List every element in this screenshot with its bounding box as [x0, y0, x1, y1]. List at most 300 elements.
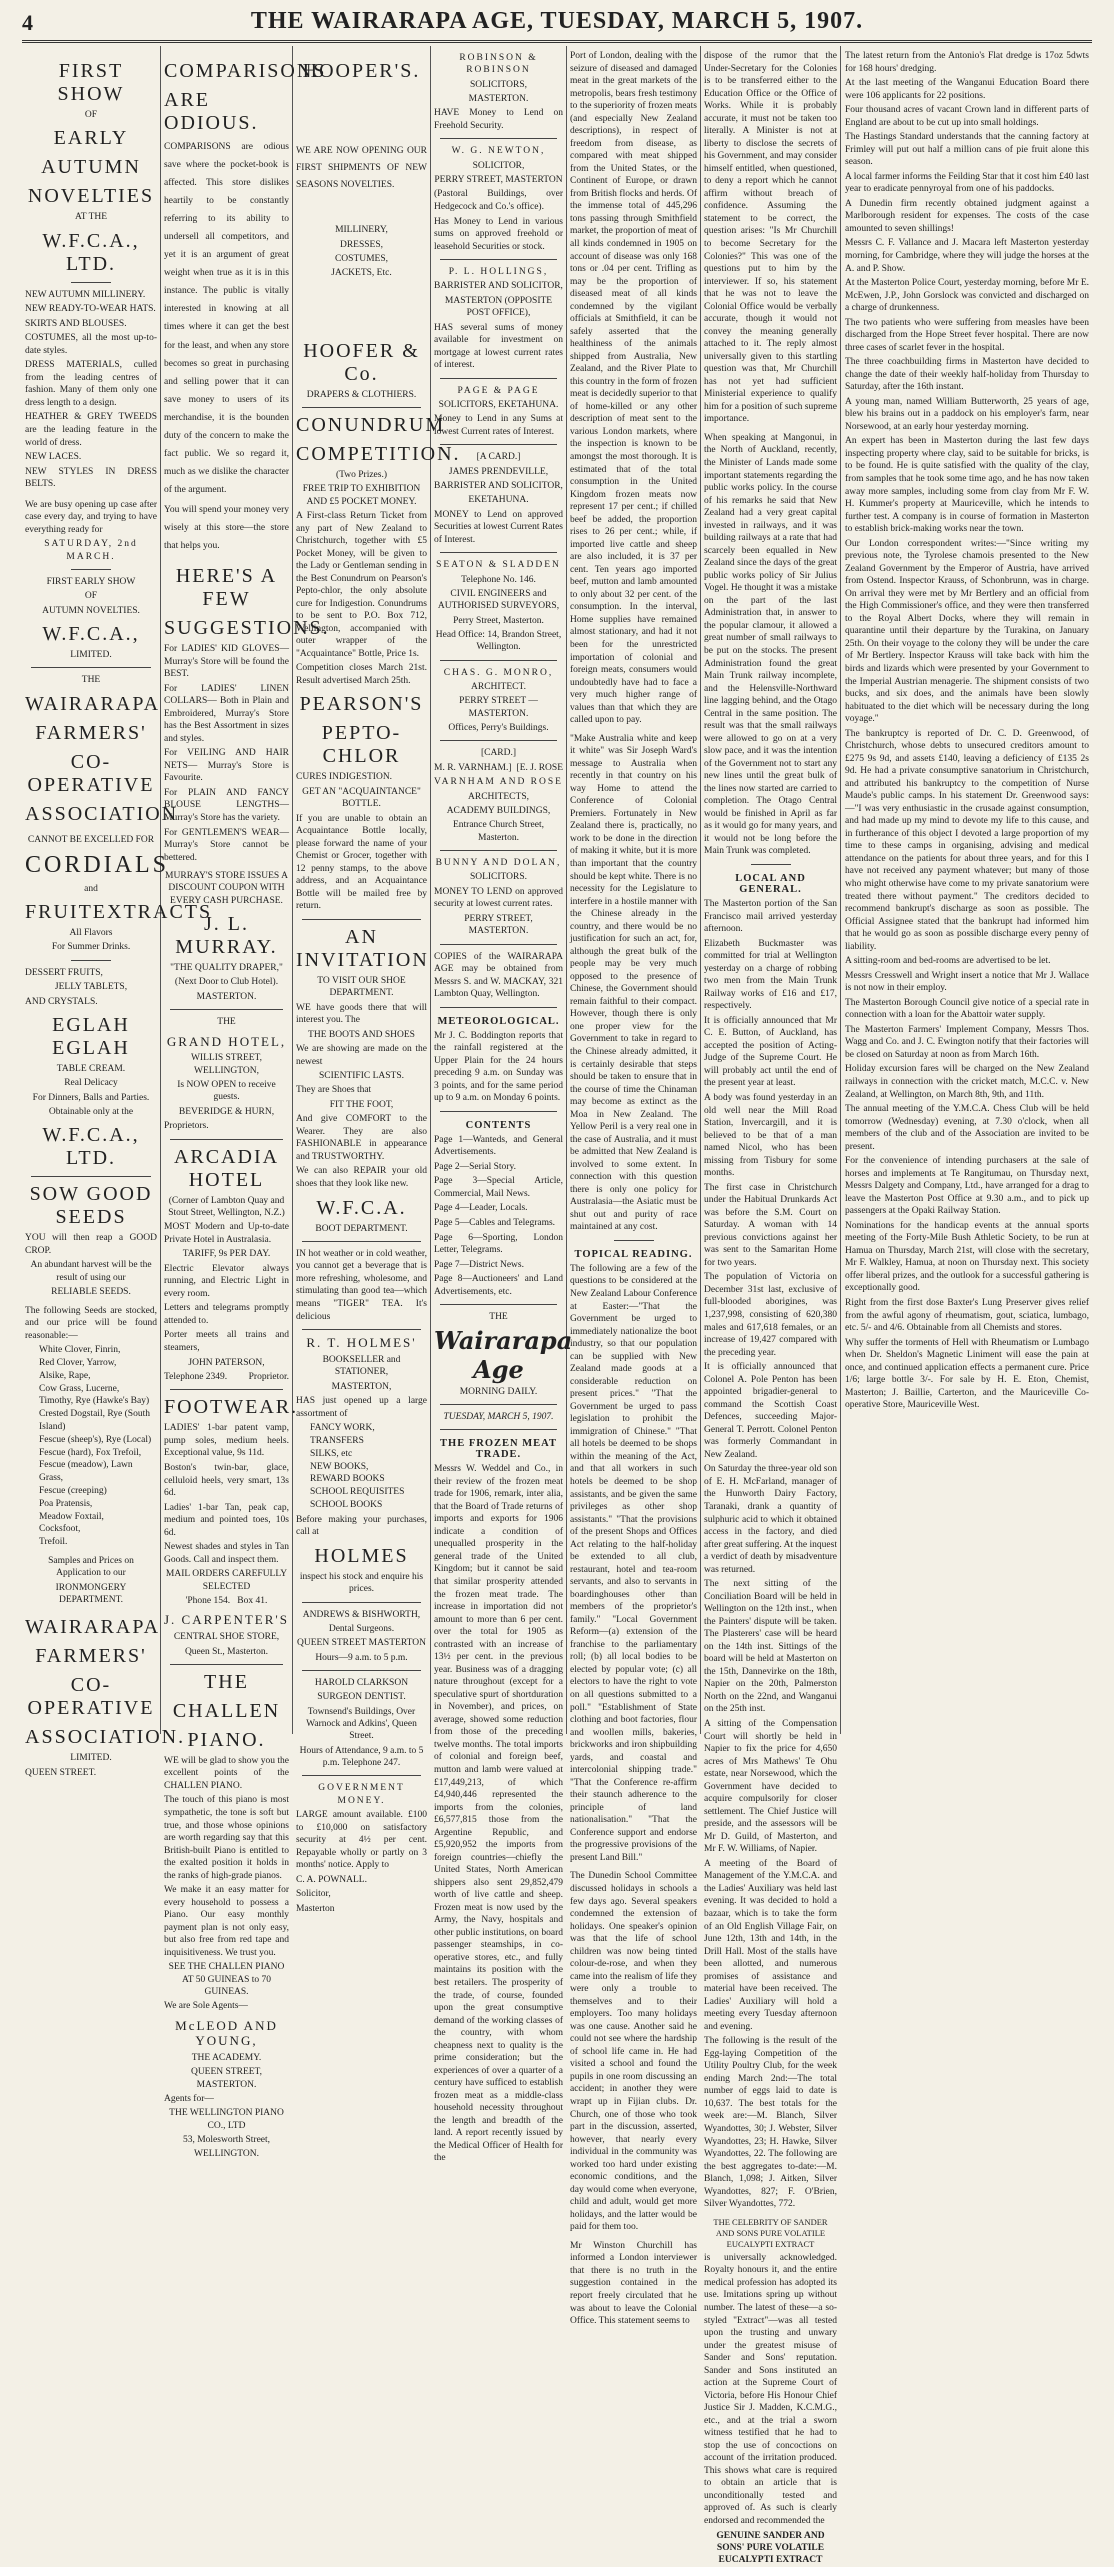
ad-text: LARGE amount available. £100 to £10,000 on satisfactory security at 4½ per cent. Repayable wholly or partly on 3 months' notice. Apply to: [296, 1809, 427, 1871]
ad-text: HAVE Money to Lend on Freehold Security.: [434, 108, 563, 131]
ad-text: THE ACADEMY.: [191, 2052, 262, 2063]
contents-item: Page 4—Leader, Locals.: [434, 1203, 528, 1214]
ad-text: SOLICITORS, EKETAHUNA.: [438, 399, 559, 410]
shoe-invitation-ad: [296, 926, 427, 1235]
ad-text: DRESSES,: [339, 239, 384, 250]
ad-text: Ladies' 1-bar Tan, peak cap, medium and pointed toes, 10s 6d.: [164, 1502, 289, 1538]
arcadia-hotel-ad: [164, 1146, 289, 1384]
divider: [302, 407, 421, 408]
hoopers-ad: [296, 60, 427, 401]
ad-text: We can also REPAIR your old shoes that they look like new.: [296, 1166, 427, 1189]
ad-text: THE WELLINGTON PIANO CO., LTD: [169, 2108, 284, 2131]
ad-text: [434, 762, 563, 775]
robinson-ad: [434, 52, 563, 132]
ad-text: WE ARE NOW OPENING OUR FIRST SHIPMENTS OF NEW SEASONS NOVELTIES.: [296, 146, 427, 191]
ad-text: MONEY to Lend on approved Securities at lowest Current Rates of Interest.: [434, 509, 563, 545]
ad-text: [CARD.]: [480, 748, 517, 759]
column-6: [701, 46, 840, 2566]
ad-text: Hours of Attendance, 9 a.m. to 5 p.m. Telephone 247.: [299, 1745, 424, 1768]
ad-text: Perry Street, Masterton.: [453, 615, 544, 626]
ad-text: Dental Surgeons.: [328, 1623, 395, 1634]
ad-text: BOOT DEPARTMENT.: [315, 1223, 408, 1234]
murray-comparisons-ad: [164, 60, 330, 1003]
newton-ad: [434, 145, 563, 253]
ad-heading: R. T. HOLMES': [306, 1335, 417, 1351]
stock-item: FANCY WORK,: [310, 1423, 375, 1434]
ad-heading: THE: [204, 1670, 249, 1693]
ad-text: Has Money to Lend in various sums on approved freehold or leasehold Securities or stock.: [434, 216, 563, 252]
divider: [170, 1389, 283, 1390]
divider: [440, 259, 557, 260]
news-paragraph: Right from the first dose Baxter's Lung Preserver gives relief from the awful agony of rheumatism, gout, sciatica, lumbago, etc. 5/- and 4/6. Obtainable from all Chemists and stores.: [845, 1298, 1089, 1334]
ad-text: JELLY TABLETS,: [54, 982, 128, 993]
ad-text: JOHN PATERSON,: [188, 1357, 265, 1368]
ad-text: FIRST EARLY SHOW: [46, 576, 136, 587]
ad-text: DRAPERS & CLOTHIERS.: [306, 389, 417, 400]
ad-text: WE have goods there that will interest you. The: [296, 1002, 427, 1026]
hollings-ad: [434, 266, 563, 372]
suggestion-item: For GENTLEMEN'S WEAR— Murray's Store cannot be bettered.: [164, 827, 289, 863]
article-paragraph: dispose of the rumor that the Under-Secretary for the Colonies is to be transferred either to the Education Office or the Office of Works. While it is probably accurate, it must not be taken too literally. A Minister is not at liberty to disclose the secrets of his Government, and may consider himself entitled, when questioned, to deny a report which he cannot affirm without breach of confidence. Assuming the statement to be correct, the question arises: "Is Mr Churchill to become Secretary for the Colonies?" This was one of the questions put to him by the interviewer. If so, his statement that he was not to leave the Colonial Office would be verbally accurate, though it would not convey the meaning generally attached to it. The reply almost universally given to this startling question was that, Mr Churchill has not yet had sufficient Ministerial experience to qualify him for a position of such supreme importance.: [704, 51, 837, 425]
ad-text: MOST Modern and Up-to-date Private Hotel in Australasia.: [164, 1222, 289, 1245]
ad-heading: J. CARPENTER'S: [164, 1612, 289, 1628]
contents-item: Page 8—Auctioneers' and Land Advertisements, etc.: [434, 1274, 563, 1297]
news-paragraph: A Dunedin firm recently obtained judgment against a Marlborough resident for expenses. The costs of the case amounted to seven shillings!: [845, 198, 1089, 234]
ad-heading: ARCADIA HOTEL: [173, 1145, 280, 1191]
ad-text: WELLINGTON.: [194, 2149, 259, 2160]
divider: [170, 1139, 283, 1140]
divider: [302, 1329, 421, 1330]
ad-heading: SOW GOOD SEEDS: [29, 1183, 153, 1229]
ad-text: EKETAHUNA.: [468, 495, 529, 506]
ad-text: You will spend your money very wisely at this store—the store that helps you.: [164, 504, 289, 552]
ad-heading: WAIRARAPA: [25, 1616, 161, 1639]
novelty-item: NEW LACES.: [25, 452, 82, 463]
news-paragraph: The population of Victoria on December 31st last, exclusive of full-blooded aborigines, was 1,237,998, consisting of 620,380 males and 617,618 females, or an increase of 19,427 compared with the preceding year.: [704, 1272, 837, 1358]
ad-text: SOLICITOR,: [472, 160, 525, 171]
ad-text: [E. J. ROSE: [516, 762, 563, 773]
ad-text: Porter meets all trains and steamers,: [164, 1330, 289, 1353]
seed-item: Poa Pratensis,: [39, 1498, 93, 1509]
divider: [440, 444, 557, 445]
ad-heading: ARE ODIOUS.: [164, 89, 259, 134]
news-paragraph: The following is the result of the Egg-laying Competition of the Utility Poultry Club, for the week ending March 2nd:—The total number of eggs laid to date is 10,637. The best totals for the week are:—M. Blanch, Silver Wyandottes, 30; J. Webster, Silver Wyandottes, 23; H. Hawke, Silver Wyandottes, 22. The following are the best aggregates to-date:—M. Blanch, 1,098; J. Aitken, Silver Wyandottes, 827; F. O'Brien, Silver Wyandottes, 772.: [704, 2036, 837, 2210]
stock-item: SCHOOL REQUISITES: [310, 1487, 405, 1498]
ad-text: MAIL ORDERS CAREFULLY SELECTED: [165, 1569, 288, 1592]
news-paragraph: The Masterton Farmers' Implement Company, Messrs Thos. Wagg and Co. and J. C. Ewington notify that their factories will be closed on Saturday at noon as from March 16th.: [845, 1024, 1089, 1060]
seed-item: Cow Grass, Lucerne,: [39, 1383, 120, 1394]
news-paragraph: The latest return from the Antonio's Flat dredge is 17oz 5dwts for 168 hours' dredging.: [845, 51, 1089, 74]
news-paragraph: The Hastings Standard understands that the canning factory at Frimley will put out half a million cans of pie fruit alone this season.: [845, 132, 1089, 168]
ad-text: QUEEN STREET.: [25, 1767, 97, 1778]
ad-text: [164, 1371, 289, 1384]
divider: [751, 864, 791, 865]
ad-text: Letters and telegrams promptly attended to.: [164, 1303, 289, 1326]
meteorological-heading: METEOROLOGICAL.: [437, 1015, 560, 1027]
ad-heading: FARMERS': [35, 721, 147, 744]
divider: [440, 138, 557, 139]
local-general-heading: LOCAL AND GENERAL.: [735, 873, 806, 895]
novelty-item: SKIRTS AND BLOUSES.: [25, 318, 127, 329]
seed-item: Fescue (meadow), Lawn Grass,: [39, 1460, 133, 1484]
ad-text: We are busy opening up case after case every day, and trying to have everything ready for: [25, 499, 157, 535]
ad-text: ARCHITECT.: [471, 682, 526, 693]
clarkson-dentist-ad: [296, 1677, 427, 1769]
suggestion-list: [164, 643, 289, 864]
contents-heading: CONTENTS: [465, 1119, 532, 1131]
ad-text: COMPARISONS are odious save where the pocket-book is affected. This store dislikes heartily to be constantly referring to its ability to undersell all competitors, and yet it is an argument of great weight when true as it is in this instance. The public is vitally interested in knowing at all times where it can get the best for the least, and when any store becomes so great in purchasing and selling power that it can save money to users of its merchandise, it is the bounden duty of the concern to make the fact public. We so regard it, much as we dislike the character of the argument.: [164, 142, 289, 495]
news-paragraph: For the convenience of intending purchasers at the sale of horses and implements at Te Rangitumau, on Thursday next, Messrs Dalgety and Company, Ltd., have arranged for a drag to leave the Masterton Post Office at 9.30 a.m., and to pick up passengers at the Opaki Railway Station.: [845, 1156, 1089, 1217]
news-paragraph: A sitting of the Compensation Court will shortly be held in Napier to fix the price for 4,650 acres of Mrs Mathews' Te Ohu estate, near Norsewood, which the Government have decided to acquire compulsorily for closer settlement. The Chief Justice will preside, and the assessors will be Mr D. Guild, of Masterton, and Mr F. W. Williams, of Napier.: [704, 1719, 837, 1855]
ad-heading: CORDIALS: [25, 852, 170, 878]
ad-heading: McLEOD AND YOUNG,: [175, 2017, 278, 2048]
seed-item: Cocksfoot,: [39, 1524, 81, 1535]
news-paragraph: Why suffer the torments of Hell with Rheumatism or Lumbago when Dr. Sheldon's Magnetic Liniment will ease the pain at once, and continued application effects a permanent cure. Price 1/6; large bottle 3/-. For sale by H. E. Eton, Chemist, Masterton; J. Baillie, Carterton, and the Mauriceville Co-operative Store, Mauriceville West.: [845, 1337, 1089, 1411]
divider: [440, 1007, 557, 1008]
nameplate-title: Wairarapa Age: [434, 1325, 573, 1384]
stock-item: NEW BOOKS,: [310, 1461, 369, 1472]
divider: [440, 850, 557, 851]
contents-item: Page 3—Special Article, Commercial, Mail News.: [434, 1176, 563, 1199]
ad-heading: J. L. MURRAY.: [175, 913, 278, 959]
local-news-list: [704, 898, 837, 2211]
issue-date: TUESDAY, MARCH 5, 1907.: [443, 1411, 554, 1422]
divider: [302, 1241, 421, 1242]
seeds-ad: [25, 1183, 186, 1779]
news-paragraph: Nominations for the handicap events at the annual sports meeting of the Forty-Mile Bush Athletic Society, to be run at Hamua on Thursday, March 21st, will close with the secretary, Mr F. Walkley, Hamua, at noon on Thursday next. This society offer liberal prizes, and the outlook for a successful gathering is exceptionally good.: [845, 1220, 1089, 1294]
news-paragraph: Four thousand acres of vacant Crown land in different parts of England are about to be cut up into small holdings.: [845, 105, 1089, 128]
box-text: Box 41.: [237, 1595, 268, 1606]
news-paragraph: At the last meeting of the Wanganui Education Board there were 106 applicants for 22 positions.: [845, 78, 1089, 101]
divider: [302, 1670, 421, 1671]
local-news-list: [845, 50, 1089, 1412]
ad-text: LIMITED.: [70, 649, 112, 660]
ad-text: DESSERT FRUITS,: [25, 967, 103, 978]
ad-heading: NOVELTIES: [27, 185, 155, 208]
ad-text: and: [84, 883, 98, 894]
novelty-item: DRESS MATERIALS, culled from the leading centres of fashion. Many of them only one dress length to a design.: [25, 360, 157, 408]
ad-text: (Two Prizes.): [335, 470, 388, 480]
ad-text: ROBINSON & ROBINSON: [459, 53, 538, 76]
suggestion-item: For PLAIN AND FANCY BLOUSE LENGTHS—Murray's Store has the variety.: [164, 787, 289, 823]
monro-ad: [434, 667, 563, 735]
ad-text: OF: [84, 110, 98, 120]
ad-text: AND CRYSTALS.: [25, 996, 98, 1007]
ad-text: Entrance Church Street, Masterton.: [452, 820, 544, 843]
newspaper-title: THE WAIRARAPA AGE, TUESDAY, MARCH 5, 1907.: [250, 8, 864, 34]
ad-text: HAS just opened up a large assortment of: [296, 1396, 427, 1419]
ad-text: JACKETS, Etc.: [331, 268, 392, 279]
prendeville-ad: [434, 451, 563, 546]
sander-product: GENUINE SANDER AND SONS' PURE VOLATILE EUCALYPTI EXTRACT: [716, 2530, 825, 2566]
article-paragraph: The Dunedin School Committee discussed holidays in schools a few days ago. Several speakers condemned the extension of holidays. One speaker's opinion was that the life of school children was now being tinted colour-de-rose, and when they came into the realism of life they were only a trouble to themselves and to their employers. Too many holidays was one cause. Another said he could not see where the hardship of school life came in. He had visited a school and found the pupils in one room discussing an accident; in another they were wrapt up in Fijian clubs. Dr. Church, one of those who took part in the discussion, asserted, however, that nearly every individual in the community was worked too hard under existing economic conditions, and the day would come when everyone, child and adult, would get more holidays, and the latter would be paid for them too.: [570, 1871, 697, 2233]
divider: [440, 1304, 557, 1305]
ad-heading: CHALLEN: [172, 1699, 281, 1722]
column-5: [567, 46, 700, 2327]
ad-text: CIVIL ENGINEERS and AUTHORISED SURVEYORS,: [437, 589, 560, 612]
ad-text: Obtainable only at the: [48, 1107, 134, 1118]
newspaper-nameplate: [434, 1311, 573, 1423]
ad-text: CHAS. G. MONRO,: [443, 667, 554, 678]
ad-heading: COMPETITION.: [296, 443, 461, 465]
ad-text: BARRISTER AND SOLICITOR,: [434, 281, 563, 292]
bunny-dolan-ad: [434, 857, 563, 937]
stock-list: [310, 1422, 427, 1512]
ad-heading: HOOPER'S.: [302, 60, 421, 82]
article-paragraph: Port of London, dealing with the seizure of diseased and damaged meat in the great markets of the metropolis, bears fresh testimony to the superiority of frozen meats (and especially New Zealand descriptions), in respect of freedom from disease, as compared with meat shipped from the United States, or the Continent of Europe, or drawn from British flocks and herds. Of the immense total of 445,296 tons passing through Smithfield market, the proportion of meat of all kinds condemned in 1905 on account of disease was only 168 tons or .04 per cent. Trifling as may be the proportion of diseased meat of all kinds condemned by the vigilant officials at Smithfield, it can be safely asserted that the healthiness of the animals shipped from Australia, New Zealand, and the River Plate to this country in the form of frozen meat is decidedly superior to that of home-killed or any other description of meat sent to the various London markets, where the inspection is known to be amongst the most thorough. It is estimated that of the total consumption in the United Kingdom frozen meats now represent 17 per cent.; if chilled beef be added, the proportion rises to 26 per cent.; while, if imported live cattle and sheep are also included, it is 37 per cent. Ten years ago imported beef, mutton and lamb amounted to only about 32 per cent. of the consumption. In the interval, Home supplies have remained almost stationary, and had it not been for the unrestricted importation of colonial and foreign meats, consumers would undoubtedly have had to face a very much higher range of values than that which they are called upon to pay.: [570, 51, 697, 726]
ad-text: P. L. HOLLINGS,: [448, 267, 549, 278]
proprietor-text: Proprietor.: [248, 1371, 289, 1382]
article-paragraph: Mr Winston Churchill has informed a London interviewer that there is no truth in the suggestion contained in the report freely circulated that he was about to leave the Colonial Office. This statement seems to: [570, 2240, 697, 2327]
grand-hotel-ad: [164, 1016, 289, 1133]
article-paragraph: "Make Australia white and keep it white" was Sir Joseph Ward's message to Australia when recently in that country on his way Home to attend the Conference of Colonial Premiers. Fortunately in New Zealand there is, practically, no work to be done in the direction of making it white, but it is more than important that the country should be kept white. There is no necessity for the Legislature to interfere in a hostile manner with the Chinese already in the country, and there would be no justification for such an act, for, although the great bulk of the people may be very much opposed to the presence of Chinese, the Government should remain faithful to their compact. However, though there is only one proper view for the Government to take in regard to the Chinese already admitted, it is certainly desirable that steps should be taken to ensure that in the course of time the Chinaman may become as extinct as the Moa in New Zealand. The Yellow Peril is a very real one in the case of Australia, and it must be admitted that New Zealand is involved to some extent. In connection with this question there is only one policy for Australasia—the Asiatic must be shut out and purity of race maintained at any cost.: [570, 733, 697, 1233]
ad-text: [164, 1595, 289, 1607]
ad-text: Solicitor,: [296, 1889, 331, 1900]
phone-text: Telephone 2349.: [164, 1371, 228, 1382]
ad-text: THE: [217, 1017, 236, 1028]
seed-item: Fescue (sheep's), Rye (Local): [39, 1434, 152, 1445]
ad-text: MASTERTON,: [331, 1381, 392, 1392]
ad-heading: EARLY: [53, 127, 129, 150]
seed-list: [39, 1344, 157, 1549]
ad-heading: HOOFER & Co.: [303, 339, 420, 385]
ad-text: BUNNY AND DOLAN,: [435, 858, 562, 869]
news-paragraph: Messrs C. F. Vallance and J. Macara left Masterton yesterday morning, for Cambridge, where they will judge the horses at the A. and P. Show.: [845, 238, 1089, 274]
news-paragraph: The three coachbuilding firms in Masterton have decided to change the date of their weekly half-holiday from Thursday to Saturday, after the 16th instant.: [845, 357, 1089, 393]
ad-text: ANDREWS & BISHWORTH,: [302, 1609, 421, 1620]
ad-heading: PEPTO-CHLOR: [321, 722, 402, 768]
ad-text: QUEEN STREET, MASTERTON.: [190, 2067, 263, 2090]
ad-text: CANNOT BE EXCELLED FOR: [27, 834, 155, 845]
ad-heading: W.F.C.A.: [316, 1196, 407, 1219]
ad-text: "THE QUALITY DRAPER,": [170, 963, 283, 974]
ad-text: SOLICITORS.: [469, 872, 528, 883]
ad-text: THE: [81, 675, 101, 686]
ad-text: CURES INDIGESTION.: [296, 772, 393, 783]
ad-heading: W.F.C.A., LTD.: [42, 1124, 140, 1170]
divider: [170, 1009, 283, 1010]
ad-text: ARCHITECTS,: [468, 791, 529, 802]
news-paragraph: The two patients who were suffering from measles have been discharged from the Hope Street fever hospital. There are now three cases of scarlet fever in the hospital.: [845, 317, 1089, 353]
ad-heading: HOLMES: [314, 1544, 409, 1567]
ad-text: All Flavors: [69, 927, 113, 938]
news-paragraph: A local farmer informs the Feilding Star that it cost him £40 last year to eradicate pennyroyal from one of his paddocks.: [845, 171, 1089, 195]
news-paragraph: The Masterton portion of the San Francisco mail arrived yesterday afternoon.: [704, 899, 837, 935]
ad-text: Townsend's Buildings, Over Warnock and Adkins', Queen Street.: [306, 1706, 417, 1742]
column-7: [841, 46, 1093, 1734]
ad-text: Hours—9 a.m. to 5 p.m.: [315, 1652, 408, 1663]
ad-text: BEVERIDGE & HURN,: [178, 1106, 275, 1117]
ad-text: SOLICITORS,: [469, 79, 528, 90]
ad-text: FREE TRIP TO EXHIBITION AND £5 POCKET MONEY.: [302, 484, 421, 507]
ad-text: Masterton: [296, 1903, 335, 1914]
ad-text: If you are unable to obtain an Acquaintance Bottle locally, please forward the name of your Chemist or Grocer, together with 12 penny stamps, to the above address, and an Acquaintance Bottle will be mailed free by return.: [296, 813, 427, 912]
ad-text: IRONMONGERY DEPARTMENT.: [55, 1582, 127, 1606]
ad-heading: ASSOCIATION.: [25, 1726, 186, 1749]
ad-text: TO VISIT OUR SHOE DEPARTMENT.: [317, 975, 406, 999]
ad-text: RELIABLE SEEDS.: [51, 1287, 131, 1298]
news-paragraph: The first case in Christchurch under the Habitual Drunkards Act was before the S.M. Court on Saturday. A woman with 14 previous convictions against her was sent to the Samaritan Home for two years.: [704, 1182, 837, 1268]
ad-text: A First-class Return Ticket from any part of New Zealand to Christchurch, together with £5 Pocket Money, will be given to the Lady or Gentleman sending in the Best Conundrum on Pearson's Pepto-chlor, the only absolute cure for Indigestion. Conundrums to be sent to P.O. Box 712, Wellington, accompanied with outer wrapper of the "Acquaintance" Bottle, Price 1s.: [296, 511, 427, 659]
column-4: [431, 46, 573, 2164]
ad-text: GET AN "ACQUAINTANCE" BOTTLE.: [302, 787, 421, 810]
sander-text: is universally acknowledged. Royalty honours it, and the entire medical profession has adopted its use. Imitations spring up without number. The latest of these—a so-styled "Extract"—was all tested upon the trusting and unwary under the greatest misuse of Sander and Sons' reputation. Sander and Sons instituted an action at the Supreme Court of Victoria, before His Honour Chief Justice Sir J. Madden, K.C.M.G., etc., and at the trial a sworn witness testified that he had to stop the use of concoctions on account of the irritation produced. This shows what care is required to obtain an article that is unconditionally tested and approved of. As such is clearly endorsed and recommended the: [704, 2252, 837, 2527]
seed-item: Red Clover, Yarrow,: [39, 1357, 117, 1368]
ad-heading: HERE'S A FEW: [175, 565, 278, 611]
article-paragraph: When speaking at Mangonui, in the North of Auckland, recently, the Minister of Lands made some important statements regarding the public works policy. In the course of his remarks he said that New Zealand had a very great capital invested in railways, and it was building railways at a rate that had scarcely been equalled in New Zealand since the days of the great public works policy of Sir Julius Vogel. He thought it was a mistake on the part of the last Administration that, in answer to the popular clamour, it allowed a great number of small railways to be put on the stocks. The present Administration found the great Main Trunk railway incomplete, and the Helensville-Northward line lagging behind, and the Otago Central in the same position. The result was that the small railways were allowed to go on at a very slow pace, and it was the intention of the Government not to start any new lines until the great bulk of the lines now started are carried to completion. The Otago Central would be finished in April as far as it would go for many years, and it would not be long before the Main Trunk was completed.: [704, 432, 837, 857]
ad-text: Before making your purchases, call at: [296, 1514, 427, 1538]
ad-text: MILLINERY,: [335, 225, 388, 236]
seed-item: Fescue (hard), Fox Trefoil,: [39, 1447, 142, 1458]
ad-text: The touch of this piano is most sympathetic, the tone is soft but true, and those whose opinions are worth regarding say that this British-built Piano is entitled to the exalted position it holds in the ranks of high-grade pianos.: [164, 1795, 289, 1881]
contents-item: Page 2—Serial Story.: [434, 1161, 516, 1172]
ad-text: Competition closes March 21st. Result advertised March 25th.: [296, 663, 427, 686]
ad-text: MASTERTON (OPPOSITE POST OFFICE),: [444, 295, 553, 319]
ad-heading: COMPARISONS: [164, 60, 327, 82]
ad-text: MONEY TO LEND on approved security at lowest current rates.: [434, 886, 563, 910]
novelty-item: HEATHER & GREY TWEEDS are the leading feature in the world of dress.: [25, 412, 157, 448]
contents-item: Page 5—Cables and Telegrams.: [434, 1218, 556, 1228]
news-paragraph: The Masterton Borough Council give notice of a special rate in connection with a loan for the Abattoir water supply.: [845, 997, 1089, 1021]
ad-text: WILLIS STREET, WELLINGTON,: [190, 1053, 263, 1076]
ad-text: WE will be glad to show you the excellent points of the CHALLEN PIANO.: [164, 1755, 289, 1791]
ad-text: QUEEN STREET MASTERTON: [297, 1638, 426, 1649]
ad-text: SURGEON DENTIST.: [317, 1692, 406, 1703]
column-3: [293, 46, 461, 1914]
divider: [31, 667, 151, 668]
ad-text: TARIFF, 9s PER DAY.: [182, 1249, 271, 1260]
conundrum-ad: [296, 414, 461, 913]
ad-heading: FARMERS': [35, 1645, 147, 1668]
ad-text: OF: [84, 591, 98, 602]
holmes-bookseller-ad: [296, 1336, 427, 1595]
ad-text: The following Seeds are stocked, and our price will be found reasonable:—: [25, 1305, 157, 1341]
ad-text: SEATON & SLADDEN: [436, 560, 561, 571]
ad-text: Boston's twin-bar, glace, celluloid heels, very smart, 13s 6d.: [164, 1462, 289, 1499]
news-paragraph: The next sitting of the Conciliation Board will be held in Wellington on the 12th inst., when the Painters' dispute will be taken. The Plasterers' case will be heard on the 14th inst. Sittings of the board will be held at Masterton on the 15th, Dannevirke on the 18th, Napier on the 20th, Palmerston North on the 22nd, and Wanganui on the 25th inst.: [704, 1579, 837, 1715]
ad-heading: ASSOCIATION: [25, 802, 179, 825]
divider: [302, 1775, 421, 1776]
news-paragraph: Our London correspondent writes:—"Since writing my previous note, the Tyrolese chamois presented to the New Zealand Government by the Emperor of Austria, have arrived from Ostend. Inspector Krauss, of Schonbrunn, was in charge. On arrival they were met by Mr Bertlery and an official from the High Commissioner's office, and they were then transferred to the Royal Albert Docks, where they will remain in quarantine until their departure by the Turakina, on January 25th. On their voyage to the colony they will be under the care of Mr Bertlery. Inspector Krauss will take back with him the birds and lizards which were presented by your Government to the Imperial Austrian menagerie. The shipment consists of two bucks, and six does, and the animals have been slowly habituated to the diet which will be necessary during the long voyage.": [845, 538, 1089, 725]
ad-text: BOOKSELLER and STATIONER,: [322, 1354, 401, 1378]
ad-text: SCIENTIFIC LASTS.: [319, 1071, 404, 1082]
divider: [440, 944, 557, 945]
government-money-ad: [296, 1782, 427, 1915]
divider: [440, 1429, 557, 1430]
ad-heading: WAIRARAPA: [25, 692, 161, 715]
tiger-tea-ad: IN hot weather or in cold weather, you cannot get a beverage that is more refreshing, wholesome, and stimulating than good tea—which means "TIGER" TEA. It's delicious: [296, 1248, 427, 1322]
ad-text: Proprietors.: [164, 1121, 209, 1132]
ad-text: Electric Elevator always running, and Electric Light in every room.: [164, 1263, 289, 1299]
ad-text: 53, Molesworth Street,: [182, 2135, 271, 2146]
ad-text: PERRY STREET, MASTERTON: [434, 175, 563, 186]
ad-text: CENTRAL SHOE STORE,: [173, 1632, 280, 1643]
divider: [440, 552, 557, 553]
news-paragraph: At the Masterton Police Court, yesterday morning, before Mr E. McEwen, J.P., John Gorslock was convicted and discharged on a charge of drunkenness.: [845, 278, 1089, 314]
suggestion-item: For LADIES' LINEN COLLARS— Both in Plain and Embroidered, Murray's Store has the Best Assortment in sizes and styles.: [164, 683, 289, 744]
seed-item: Trefoil.: [39, 1537, 68, 1548]
ad-heading: CONUNDRUM: [296, 414, 446, 436]
ad-text: MASTERTON.: [196, 991, 257, 1002]
news-paragraph: A sitting-room and bed-rooms are advertised to be let.: [845, 956, 1051, 967]
leader-text: Messrs W. Weddel and Co., in their review of the frozen meat trade for 1906, remark, inter alia, that the Board of Trade returns of imports and exports for 1906 indicate a condition of unequalled prosperity in the general trade of the United Kingdom; but it cannot be said that similar prosperity attended the frozen meat trade. The increase in importation did not amount to more than 6 per cent. over the total for 1905 as contrasted with an increase of 13½ per cent. in the previous year. Business was of a dragging nature throughout (except for a speculative spurt of shortduration in November), and prices, on average, showed some reduction from those of the preceding twelve months. The total imports of colonial and foreign beef, mutton and lamb were valued at £17,449,213, of which £4,940,446 represented the imports from the colonies, £6,577,815 those from the Argentine Republic, and £5,920,952 the imports from foreign countries—chiefly the United States, North American shippers also sent 29,852,479 worth of live cattle and sheep. Frozen meat is now used by the Army, the Navy, hospitals and other public institutions, on board passenger steamships, in co-operative stores, etc., and fully maintains its position with the best retailers. The prosperity of the trade, of course, founded upon the great consumptive demand of the working classes of the country, with whom cheapness next to quality is the prime consideration; but the experiences of over a quarter of a century have sufficed to establish frozen meat as a middle-class household necessity throughout the length and breadth of the land. A report recently issued by the Medical Officer of Health for the: [434, 1464, 563, 2164]
divider: [440, 660, 557, 661]
ad-text: SEE THE CHALLEN PIANO AT 50 GUINEAS to 70 GUINEAS.: [168, 1962, 285, 1998]
varnham-rose-ad: [434, 747, 563, 844]
copies-notice: COPIES of the WAIRARAPA AGE may be obtained from Messrs S. and W. MACKAY, 321 Lambton Quay, Wellington.: [434, 951, 563, 1000]
contents-list: [434, 1134, 563, 1298]
wfca-autumn-ad: [25, 60, 157, 661]
novelty-list: [25, 289, 157, 491]
ad-text: Queen St., Masterton.: [184, 1646, 269, 1657]
nameplate-text: THE: [489, 1312, 508, 1323]
seed-item: Fescue (creeping): [39, 1486, 107, 1497]
ad-text: Samples and Prices on Application to our: [48, 1556, 134, 1579]
ad-text: Newest shades and styles in Tan Goods. Call and inspect them.: [164, 1542, 289, 1565]
ad-text: For Dinners, Balls and Parties.: [32, 1092, 150, 1103]
contents-item: Page 1—Wanteds, and General Advertisements.: [434, 1134, 563, 1158]
ad-text: W. G. NEWTON,: [451, 146, 546, 157]
novelty-item: NEW STYLES IN DRESS BELTS.: [25, 466, 157, 490]
ad-text: (Corner of Lambton Quay and Stout Street, Wellington, N.Z.): [168, 1195, 285, 1219]
ad-text: PERRY STREET, MASTERTON.: [464, 913, 533, 937]
ad-text: AUTUMN NOVELTIES.: [42, 605, 140, 616]
ad-text: (Next Door to Club Hotel).: [174, 977, 279, 988]
masthead: [22, 6, 1092, 43]
novelty-item: NEW READY-TO-WEAR HATS.: [25, 304, 156, 315]
ad-heading: FRUITEXTRACTS: [25, 900, 213, 923]
divider: [302, 1602, 421, 1603]
divider: [71, 569, 111, 570]
ad-heading: SUGGESTIONS.: [164, 617, 330, 640]
divider: [71, 282, 111, 283]
novelty-item: COSTUMES, all the most up-to-date styles.: [25, 333, 157, 356]
news-paragraph: An expert has been in Masterton during the last few days inspecting property where clay, said to be suitable for bricks, is to be found. He is quite satisfied with the quality of the clay, from samples that he took some time ago, and he has now taken away more samples, including some from clay from Mr F. W. H. Kummer's property at Mauriceville, which he intends to further test. A company is in course of formation in Masterton to establish brick-making works near the town.: [845, 436, 1089, 535]
ad-heading: AUTUMN: [41, 156, 141, 179]
ad-text: AT THE: [74, 212, 108, 223]
ad-text: BARRISTER AND SOLICITOR,: [434, 481, 563, 492]
seaton-sladden-ad: [434, 559, 563, 653]
stock-item: SILKS, etc: [310, 1448, 353, 1459]
divider: [440, 1404, 557, 1405]
ad-text: PAGE & PAGE: [457, 385, 540, 396]
ad-text: M. R. VARNHAM.]: [434, 762, 512, 773]
ad-text: SATURDAY, 2nd MARCH.: [44, 539, 138, 562]
ad-text: Real Delicacy: [64, 1078, 118, 1089]
ad-text: LIMITED.: [70, 1753, 112, 1764]
ad-text: YOU will then reap a GOOD CROP.: [25, 1233, 157, 1256]
leader-heading: THE FROZEN MEAT TRADE.: [440, 1438, 557, 1461]
seed-item: Crested Dogstail, Rye (South Island): [39, 1409, 150, 1432]
dental-ad: [296, 1609, 427, 1664]
ad-text: TABLE CREAM.: [56, 1064, 126, 1075]
ad-text: Is NOW OPEN to receive guests.: [177, 1080, 276, 1103]
ad-text: MURRAY'S STORE ISSUES A DISCOUNT COUPON WITH EVERY CASH PURCHASE.: [165, 871, 288, 906]
challen-piano-ad: [164, 1671, 289, 2161]
ad-heading: W.F.C.A., LTD.: [42, 229, 140, 275]
ad-text: PERRY STREET — MASTERTON.: [459, 696, 538, 719]
ad-heading: FIRST SHOW: [57, 60, 125, 105]
divider: [71, 960, 111, 961]
ad-heading: EGLAH EGLAH: [52, 1014, 130, 1060]
suggestion-item: For LADIES' KID GLOVES— Murray's Store will be found the BEST.: [164, 644, 289, 680]
contents-item: Page 7—District News.: [434, 1259, 524, 1270]
meteorological-text: Mr J. C. Boddington reports that the rainfall registered at the Upper Plain for the 24 hours preceding 9 a.m. on Sunday was 3 points, and for the same period up to 9 a.m. on Monday 6 points.: [434, 1030, 563, 1104]
ad-text: For Summer Drinks.: [51, 942, 131, 953]
ad-heading: FOOTWEAR.: [164, 1396, 299, 1419]
ad-text: HAS several sums of money available for investment on mortgage at lowest current rates of interest.: [434, 322, 563, 371]
seed-item: White Clover, Finrin,: [39, 1345, 121, 1356]
